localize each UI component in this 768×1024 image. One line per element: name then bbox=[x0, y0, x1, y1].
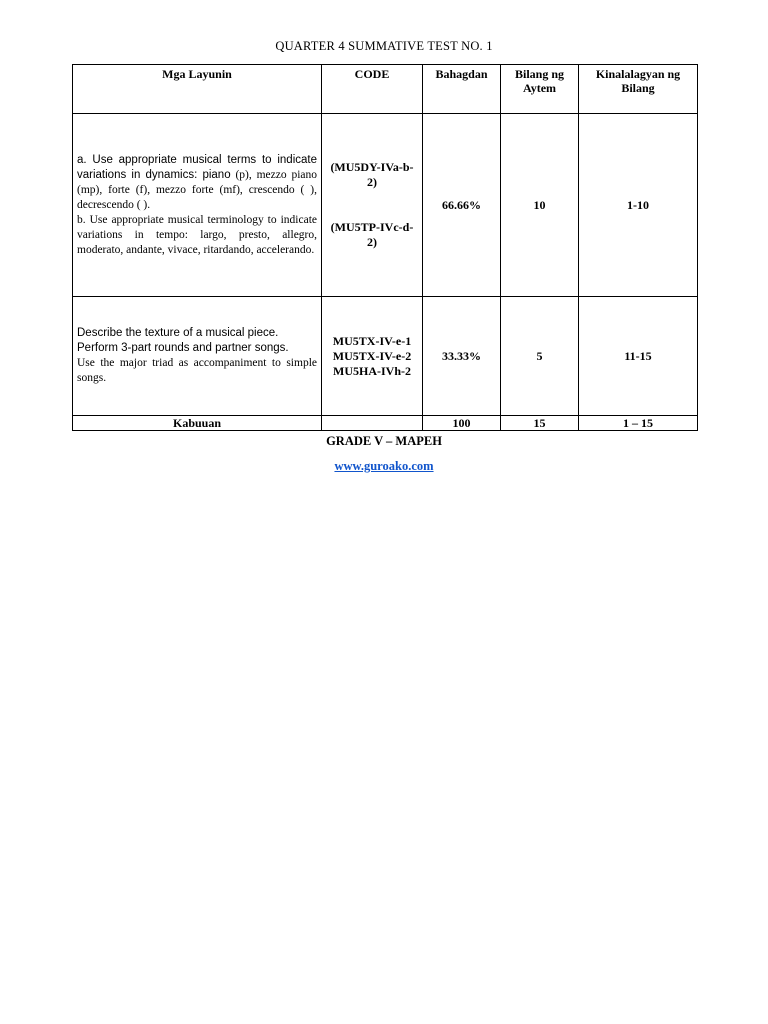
placement-cell: 11-15 bbox=[579, 297, 698, 416]
percent-cell: 33.33% bbox=[423, 297, 501, 416]
objective-text: Perform 3-part rounds and partner songs. bbox=[77, 342, 289, 354]
grade-label: GRADE V – MAPEH bbox=[326, 434, 442, 448]
objective-a-text: a. Use appropriate musical terms to indicate variations in dynamics: piano bbox=[77, 153, 317, 181]
items-cell: 10 bbox=[501, 114, 579, 297]
code-value: (MU5DY-IVa-b-2) bbox=[330, 160, 414, 189]
code-value: (MU5TP-IVc-d-2) bbox=[330, 220, 414, 249]
items-cell: 5 bbox=[501, 297, 579, 416]
header-objectives: Mga Layunin bbox=[73, 65, 322, 114]
table-row bbox=[73, 114, 698, 297]
objective-a-terms: (p), mezzo piano (mp), forte (f), mezzo forte (mf), crescendo ( ), decrescendo ( ). bbox=[77, 168, 317, 211]
header-items: Bilang ng Aytem bbox=[501, 65, 579, 114]
header-placement: Kinalalagyan ng Bilang bbox=[579, 65, 698, 114]
objectives-cell bbox=[73, 114, 322, 297]
header-code: CODE bbox=[322, 65, 423, 114]
objective-text: Describe the texture of a musical piece. bbox=[77, 327, 279, 339]
total-code bbox=[322, 416, 423, 431]
website-link[interactable]: www.guroako.com bbox=[334, 459, 434, 473]
percent-cell: 66.66% bbox=[423, 114, 501, 297]
placement-cell: 1-10 bbox=[579, 114, 698, 297]
total-label: Kabuuan bbox=[73, 416, 322, 431]
document-title: QUARTER 4 SUMMATIVE TEST NO. 1 bbox=[275, 39, 493, 53]
objectives-cell bbox=[73, 297, 322, 416]
code-value: MU5HA-IVh-2 bbox=[333, 363, 411, 378]
header-percent: Bahagdan bbox=[423, 65, 501, 114]
code-value: MU5TX-IV-e-1 bbox=[332, 333, 412, 348]
total-row bbox=[73, 416, 698, 431]
code-cell bbox=[322, 114, 423, 297]
total-percent: 100 bbox=[423, 416, 501, 431]
table-row bbox=[73, 297, 698, 416]
objective-text: Use the major triad as accompaniment to simple songs. bbox=[77, 357, 317, 384]
objective-b-text: b. Use appropriate musical terminology to indicate variations in tempo: largo, presto, allegro, moderato, andante, vivace, ritardando, accelerando. bbox=[77, 213, 317, 256]
table-header-row bbox=[73, 65, 698, 114]
code-value: MU5TX-IV-e-2 bbox=[332, 348, 412, 363]
total-placement: 1 – 15 bbox=[579, 416, 698, 431]
total-items: 15 bbox=[501, 416, 579, 431]
table-of-specifications bbox=[72, 64, 698, 431]
code-cell bbox=[322, 297, 423, 416]
